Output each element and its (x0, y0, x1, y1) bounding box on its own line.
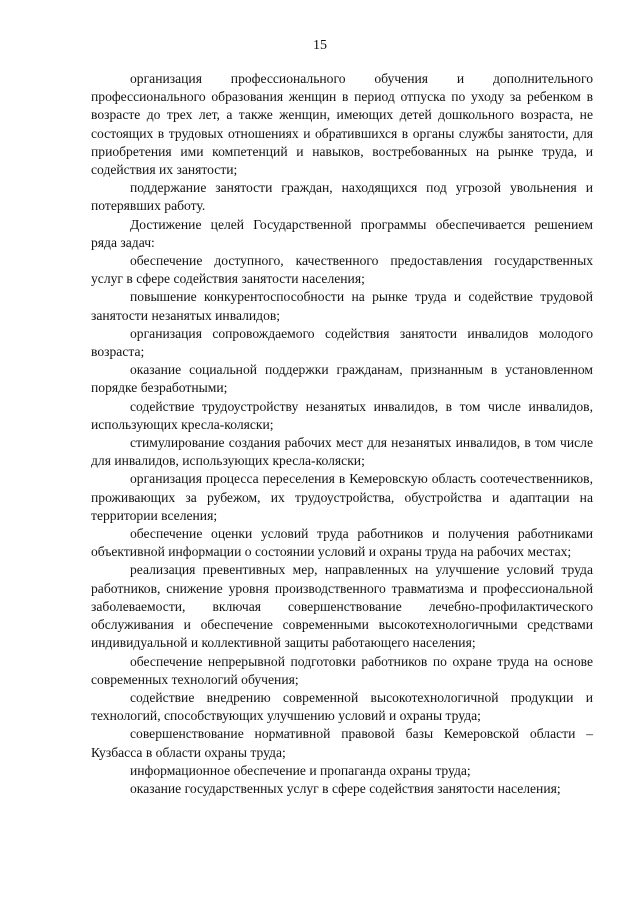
paragraph-2: поддержание занятости граждан, находящихся под угрозой увольнения и потерявших работу. (91, 180, 593, 214)
page-number: 15 (313, 38, 327, 53)
paragraph-7: оказание социальной поддержки гражданам, признанным в установленном порядке безработными; (91, 362, 593, 396)
paragraph-15: совершенствование нормативной правовой базы Кемеровской области – Кузбасса в области охраны труда; (91, 726, 593, 760)
paragraph-1: организация профессионального обучения и дополнительного профессионального образования женщин в период отпуска по уходу за ребенком в возрасте до трех лет, а также женщин, имеющих детей дошкольного возраста, не состоящих в трудовых отношениях и обратившихся в органы службы занятости, для приобретения ими компетенций и навыков, востребованных на рынке труда, и содействия их занятости; (91, 71, 593, 178)
paragraph-8: содействие трудоустройству незанятых инвалидов, в том числе инвалидов, использующих кресла-коляски; (91, 398, 593, 432)
paragraph-13: обеспечение непрерывной подготовки работников по охране труда на основе современных технологий обучения; (91, 653, 593, 687)
paragraph-10: организация процесса переселения в Кемеровскую область соотечественников, проживающих за рубежом, их трудоустройства, обустройства и адаптации на территории вселения; (91, 471, 593, 523)
paragraph-4: обеспечение доступного, качественного предоставления государственных услуг в сфере содействия занятости населения; (91, 253, 593, 287)
paragraph-5: повышение конкурентоспособности на рынке труда и содействие трудовой занятости незанятых инвалидов; (91, 289, 593, 323)
paragraph-11: обеспечение оценки условий труда работников и получения работниками объективной информации о состоянии условий и охраны труда на рабочих местах; (91, 526, 593, 560)
paragraph-12: реализация превентивных мер, направленных на улучшение условий труда работников, снижение уровня производственного травматизма и профессиональной заболеваемости, включая совершенствование лечебно-профилактического обслуживания и обеспечение современными высокотехнологичными средствами индивидуальной и коллективной защиты работающего населения; (91, 562, 593, 651)
paragraph-14: содействие внедрению современной высокотехнологичной продукции и технологий, способствующих улучшению условий и охраны труда; (91, 689, 593, 724)
paragraph-9: стимулирование создания рабочих мест для незанятых инвалидов, в том числе для инвалидов, использующих кресла-коляски; (91, 435, 593, 469)
paragraph-17: оказание государственных услуг в сфере содействия занятости населения; (130, 780, 561, 796)
paragraph-3: Достижение целей Государственной программы обеспечивается решением ряда задач: (91, 216, 593, 250)
paragraph-6: организация сопровождаемого содействия занятости инвалидов молодого возраста; (91, 325, 593, 360)
body-text (91, 70, 593, 798)
paragraph-16: информационное обеспечение и пропаганда охраны труда; (130, 762, 471, 778)
